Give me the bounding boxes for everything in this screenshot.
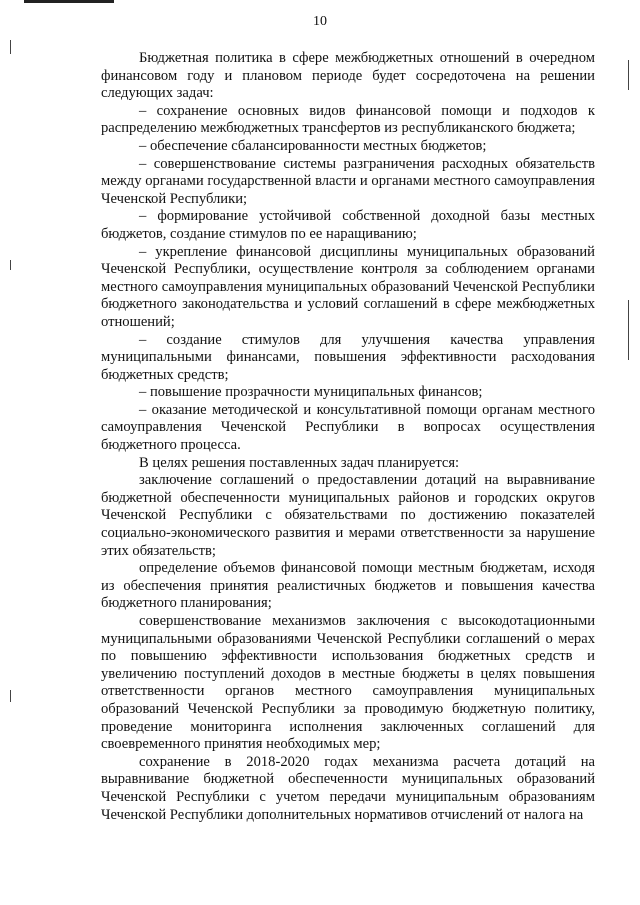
list-item: – укрепление финансовой дисциплины муниципальных образований Чеченской Республики, осуществление контроля за соблюдением органами местного самоуправления муниципальных образований Чеченской Республики бюджетного законодательства и условий соглашений в сфере межбюджетных отношений;: [101, 243, 595, 330]
list-item: – оказание методической и консультативной помощи органам местного самоуправления Чеченской Республики в вопросах осуществления бюджетного процесса.: [101, 401, 595, 454]
page-number: 10: [313, 14, 327, 29]
list-item: – сохранение основных видов финансовой помощи и подходов к распределению межбюджетных трансфертов из республиканского бюджета;: [101, 102, 595, 137]
paragraph: В целях решения поставленных задач планируется:: [139, 454, 460, 471]
list-item: – создание стимулов для улучшения качества управления муниципальными финансами, повышения эффективности расходования бюджетных средств;: [101, 331, 595, 383]
paragraph: определение объемов финансовой помощи местным бюджетам, исходя из обеспечения принятия реалистичных бюджетов и повышения качества бюджетного планирования;: [101, 560, 595, 612]
scan-artifact-left: [10, 690, 11, 702]
paragraph: Бюджетная политика в сфере межбюджетных отношений в очередном финансовом году и плановом периоде будет сосредоточена на решении следующих задач:: [101, 50, 595, 102]
paragraph: совершенствование механизмов заключения с высокодотационными муниципальными образованиями Чеченской Республики соглашений о мерах по повышению эффективности использования бюджетных средств и увеличению поступлений доходов в местные бюджеты в целях повышения ответственности органов местного самоуправления муниципальных образований Чеченской Республики за проводимую бюджетную политику, проведение мониторинга исполнения заключенных соглашений для своевременного принятия необходимых мер;: [101, 613, 595, 753]
scan-artifact-left: [10, 40, 11, 54]
scan-top-rule: [24, 0, 114, 3]
list-item: – совершенствование системы разграничения расходных обязательств между органами государственной власти и органами местного самоуправления Чеченской Республики;: [101, 155, 595, 207]
document-body: [101, 50, 595, 824]
scan-artifact-right: [628, 300, 629, 360]
scan-artifact-left: [10, 260, 11, 270]
list-item: – обеспечение сбалансированности местных бюджетов;: [139, 137, 487, 154]
scan-artifact-right: [628, 60, 629, 90]
list-item: – формирование устойчивой собственной доходной базы местных бюджетов, создание стимулов по ее наращиванию;: [101, 208, 595, 242]
paragraph: заключение соглашений о предоставлении дотаций на выравнивание бюджетной обеспеченности муниципальных районов и городских округов Чеченской Республики с обязательствами по достижению показателей социально-экономического развития и мерами ответственности за нарушение этих обязательств;: [101, 472, 595, 559]
list-item: – повышение прозрачности муниципальных финансов;: [139, 384, 483, 401]
paragraph: сохранение в 2018-2020 годах механизма расчета дотаций на выравнивание бюджетной обеспеченности муниципальных образований Чеченской Республики с учетом передачи муниципальным образованиям Чеченской Республики дополнительных нормативов отчислений от налога на: [101, 753, 595, 823]
